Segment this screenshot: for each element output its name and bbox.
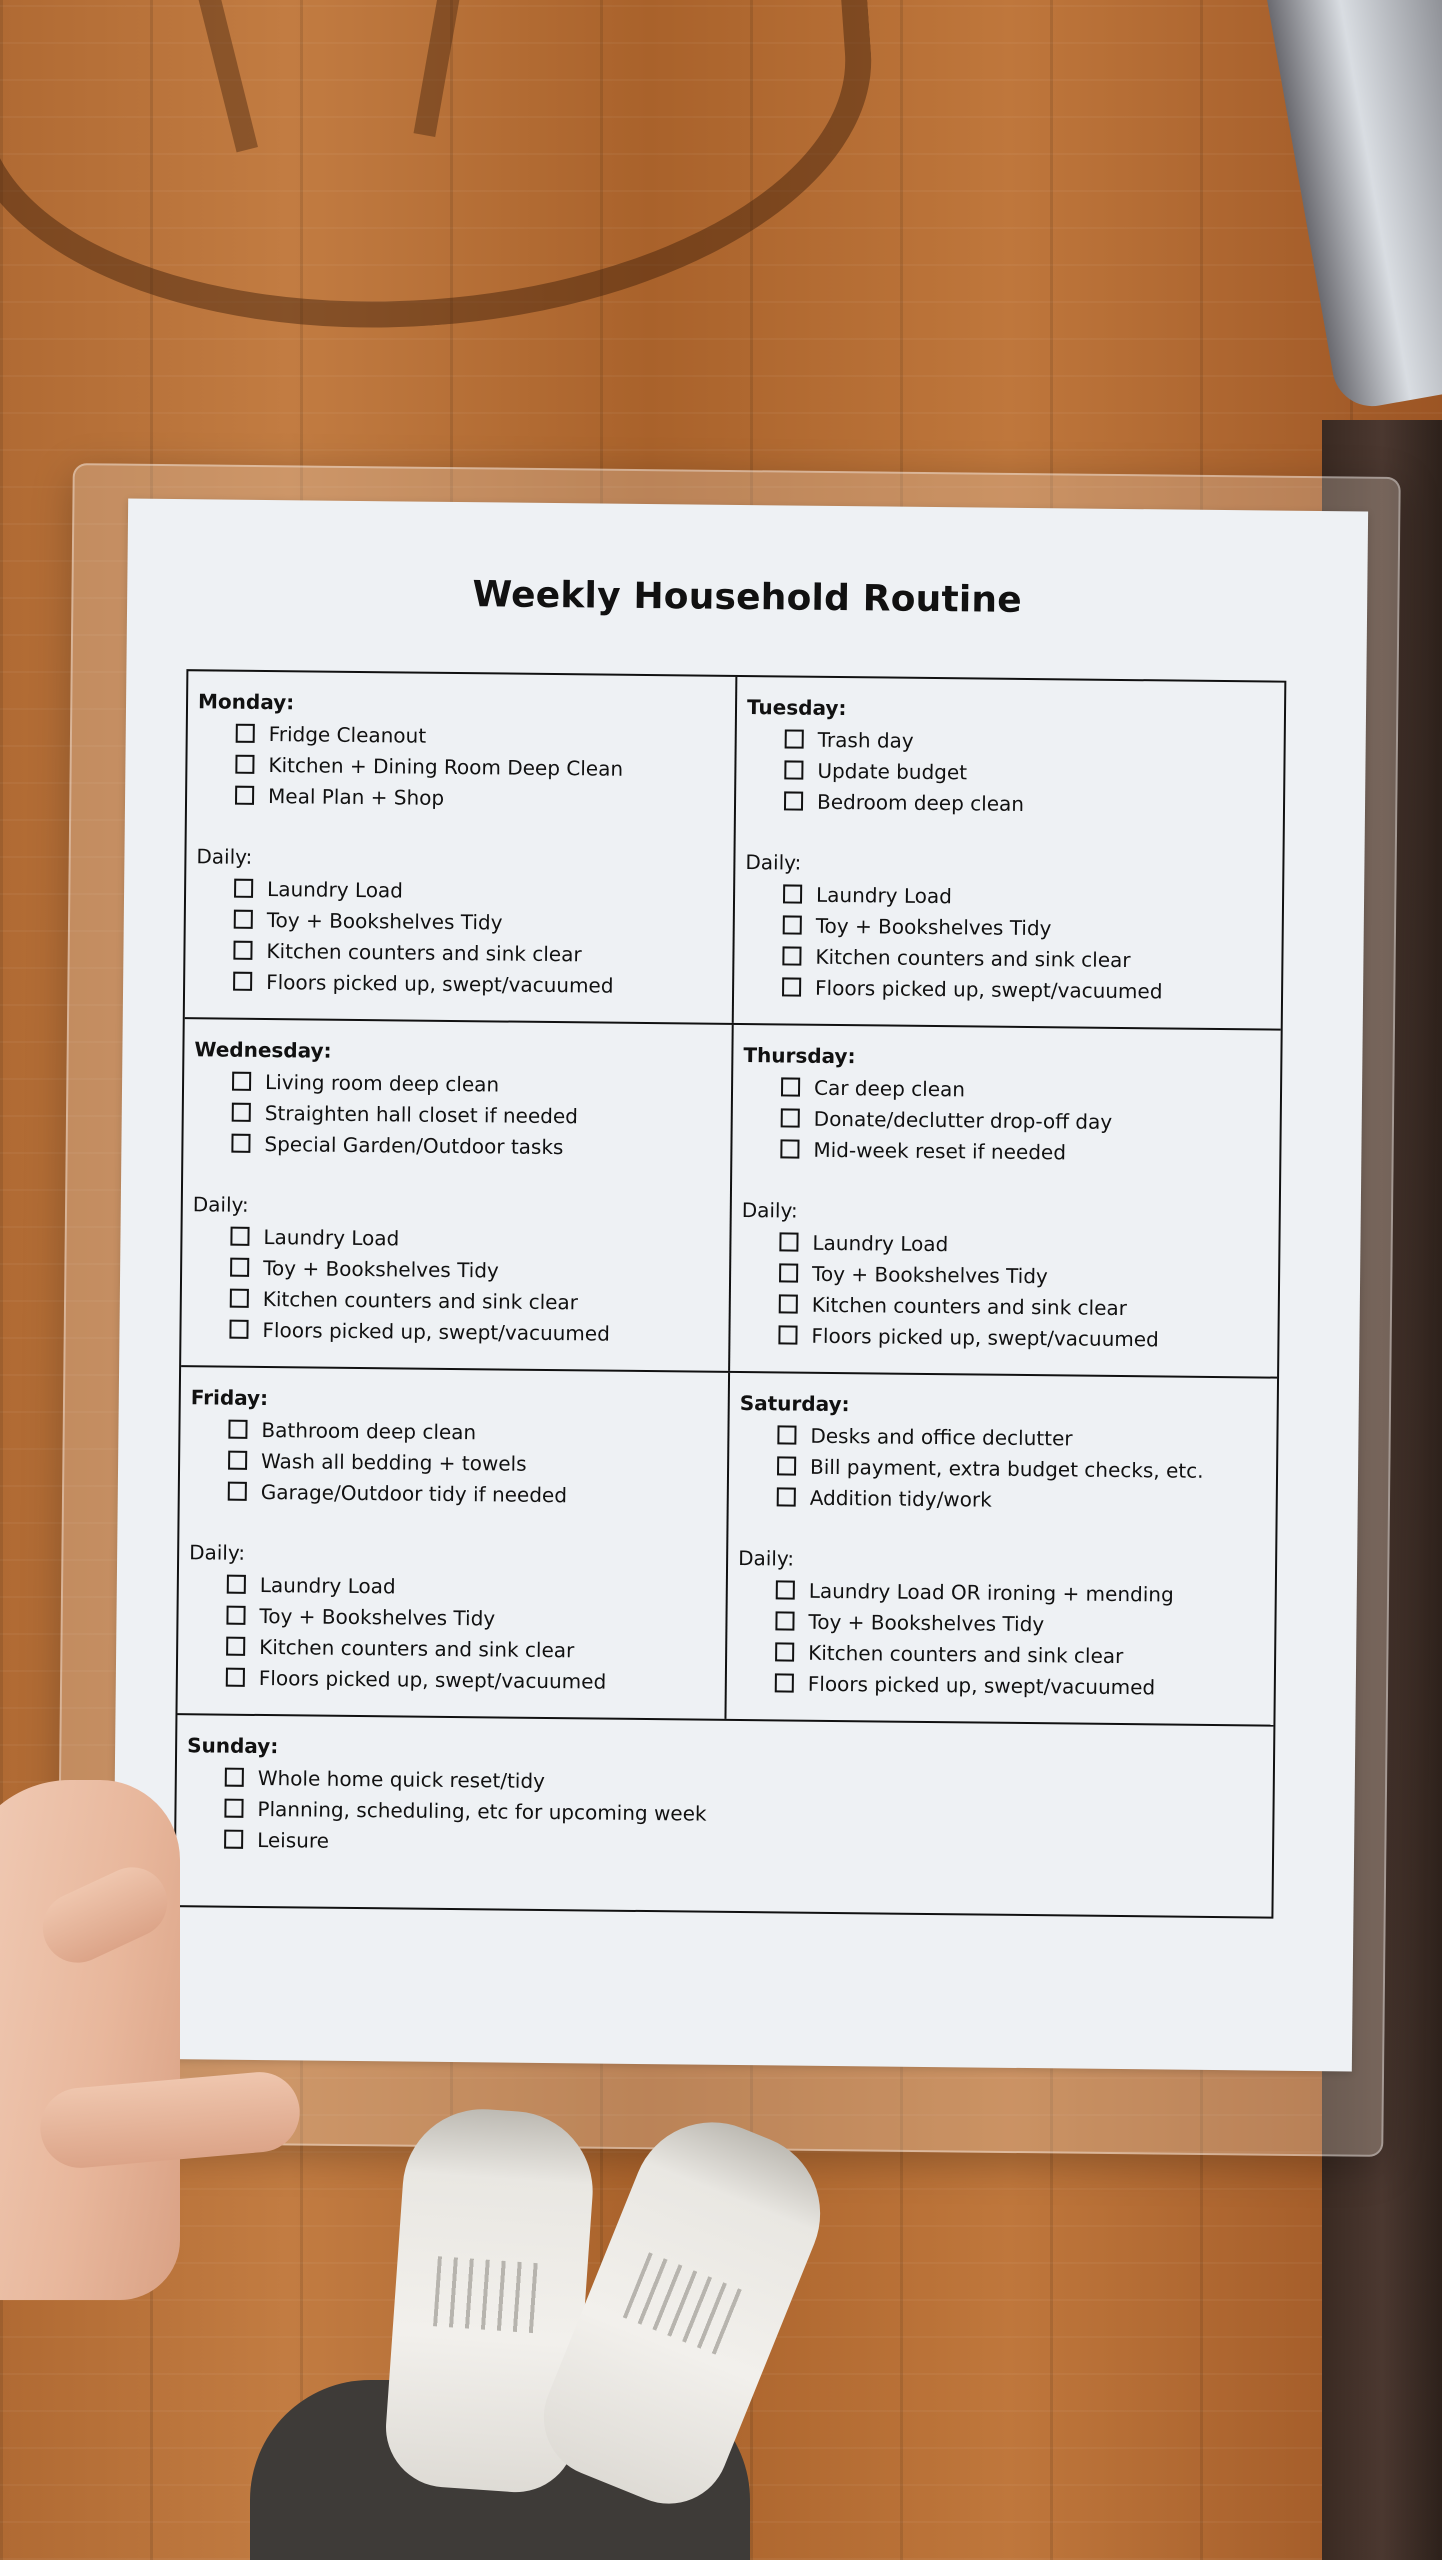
checkbox-icon[interactable] <box>779 1263 798 1282</box>
checkbox-icon[interactable] <box>782 977 801 996</box>
task-list <box>742 1071 1270 1170</box>
task-label: Floors picked up, swept/vacuumed <box>266 969 614 998</box>
checklist-item[interactable] <box>784 754 1273 790</box>
day-cell <box>730 1025 1281 1377</box>
appliance-edge <box>1267 0 1442 412</box>
day-cell <box>185 671 738 1023</box>
checkbox-icon[interactable] <box>776 1580 795 1599</box>
checklist-item[interactable] <box>230 1283 719 1319</box>
checkbox-icon[interactable] <box>228 1482 247 1501</box>
checklist-item[interactable] <box>234 873 723 909</box>
task-label: Kitchen counters and sink clear <box>811 1292 1128 1320</box>
checkbox-icon[interactable] <box>783 915 802 934</box>
task-list <box>739 1419 1267 1518</box>
checklist-item[interactable] <box>235 780 724 816</box>
checkbox-icon[interactable] <box>775 1673 794 1692</box>
checklist-item[interactable] <box>783 878 1272 914</box>
grid-row <box>175 1715 1273 1916</box>
checkbox-icon[interactable] <box>234 910 253 929</box>
checklist-item[interactable] <box>233 935 722 971</box>
daily-heading: Daily: <box>196 844 253 869</box>
daily-task-list <box>195 872 723 1002</box>
checklist-item[interactable] <box>779 1257 1268 1293</box>
day-cell <box>726 1373 1277 1725</box>
day-cell <box>177 1367 730 1719</box>
checklist-item[interactable] <box>232 1066 721 1102</box>
task-label: Kitchen counters and sink clear <box>815 944 1131 972</box>
hand <box>0 1780 180 2300</box>
task-list <box>197 717 725 816</box>
checkbox-icon[interactable] <box>783 884 802 903</box>
task-list <box>193 1065 721 1164</box>
checkbox-icon[interactable] <box>226 1606 245 1625</box>
checklist-item[interactable] <box>228 1445 717 1481</box>
task-label: Laundry Load <box>267 876 404 902</box>
checklist-item[interactable] <box>775 1636 1264 1672</box>
task-label: Kitchen + Dining Room Deep Clean <box>268 752 624 781</box>
checklist-item[interactable] <box>779 1226 1268 1262</box>
task-label: Bathroom deep clean <box>261 1417 477 1444</box>
task-label: Floors picked up, swept/vacuumed <box>807 1671 1156 1699</box>
task-label: Laundry Load <box>263 1224 400 1250</box>
task-label: Living room deep clean <box>264 1069 500 1096</box>
checklist-item[interactable] <box>228 1476 717 1512</box>
task-label: Floors picked up, swept/vacuumed <box>814 975 1163 1003</box>
checkbox-icon[interactable] <box>781 1077 800 1096</box>
checklist-item[interactable] <box>777 1419 1266 1455</box>
checklist-item[interactable] <box>775 1667 1264 1703</box>
checklist-item[interactable] <box>236 718 725 754</box>
day-heading: Saturday: <box>739 1391 850 1417</box>
task-label: Laundry Load <box>812 1230 949 1256</box>
task-label: Kitchen counters and sink clear <box>259 1634 575 1662</box>
checkbox-icon[interactable] <box>777 1487 796 1506</box>
grid-row <box>185 671 1285 1030</box>
checklist-item[interactable] <box>783 909 1272 945</box>
task-label: Kitchen counters and sink clear <box>266 938 582 966</box>
checkbox-icon[interactable] <box>777 1425 796 1444</box>
task-label: Toy + Bookshelves Tidy <box>815 913 1052 940</box>
checklist-item[interactable] <box>776 1574 1265 1610</box>
task-label: Floors picked up, swept/vacuumed <box>258 1665 607 1694</box>
checkbox-icon[interactable] <box>775 1611 794 1630</box>
checkbox-icon[interactable] <box>780 1139 799 1158</box>
checkbox-icon[interactable] <box>226 1668 245 1687</box>
checkbox-icon[interactable] <box>236 724 255 743</box>
sheet-title: Weekly Household Routine <box>472 574 1023 621</box>
daily-heading: Daily: <box>738 1545 795 1571</box>
checklist-item[interactable] <box>229 1314 718 1350</box>
checklist-item[interactable] <box>232 1097 721 1133</box>
checklist-item[interactable] <box>230 1252 719 1288</box>
task-label: Car deep clean <box>813 1075 966 1101</box>
checkbox-icon[interactable] <box>781 1108 800 1127</box>
task-label: Fridge Cleanout <box>268 721 427 748</box>
task-label: Trash day <box>817 727 914 753</box>
day-cell <box>181 1019 734 1371</box>
checkbox-icon[interactable] <box>228 1420 247 1439</box>
checkbox-icon[interactable] <box>229 1320 248 1339</box>
task-label: Meal Plan + Shop <box>267 783 445 810</box>
daily-task-list <box>188 1568 716 1698</box>
checkbox-icon[interactable] <box>230 1289 249 1308</box>
sunday-cell <box>175 1715 1273 1916</box>
daily-task-list <box>191 1220 719 1350</box>
task-label: Floors picked up, swept/vacuumed <box>262 1317 610 1346</box>
task-label: Bill payment, extra budget checks, etc. <box>809 1454 1204 1483</box>
checklist-item[interactable] <box>779 1288 1268 1324</box>
checkbox-icon[interactable] <box>233 972 252 991</box>
checklist-item[interactable] <box>233 966 722 1002</box>
checklist-item[interactable] <box>226 1662 715 1698</box>
checkbox-icon[interactable] <box>775 1642 794 1661</box>
checkbox-icon[interactable] <box>779 1294 798 1313</box>
checkbox-icon[interactable] <box>231 1134 250 1153</box>
checkbox-icon[interactable] <box>224 1799 243 1818</box>
task-label: Kitchen counters and sink clear <box>262 1286 579 1314</box>
checkbox-icon[interactable] <box>234 879 253 898</box>
task-label: Toy + Bookshelves Tidy <box>812 1261 1048 1288</box>
task-label: Planning, scheduling, etc for upcoming week <box>257 1796 707 1826</box>
daily-heading: Daily: <box>741 1198 798 1223</box>
checklist-item[interactable] <box>228 1414 717 1450</box>
checklist-item[interactable] <box>780 1133 1269 1169</box>
day-heading: Monday: <box>197 689 295 715</box>
checklist-item[interactable] <box>226 1600 715 1636</box>
daily-heading: Daily: <box>192 1192 249 1217</box>
task-label: Leisure <box>257 1827 330 1853</box>
task-label: Desks and office declutter <box>810 1423 1073 1450</box>
checklist-item[interactable] <box>782 971 1271 1007</box>
task-label: Donate/declutter drop-off day <box>813 1106 1113 1134</box>
chair-shadow <box>0 0 888 357</box>
day-heading: Friday: <box>190 1385 269 1411</box>
checkbox-icon[interactable] <box>232 1103 251 1122</box>
grid-row <box>181 1019 1281 1378</box>
checklist-item[interactable] <box>226 1631 715 1667</box>
day-heading: Thursday: <box>743 1043 856 1069</box>
checkbox-icon[interactable] <box>235 786 254 805</box>
task-label: Laundry Load <box>815 882 953 908</box>
checkbox-icon[interactable] <box>227 1575 246 1594</box>
checkbox-icon[interactable] <box>224 1830 243 1849</box>
task-label: Addition tidy/work <box>809 1485 992 1512</box>
checkbox-icon[interactable] <box>785 729 804 748</box>
checklist-item[interactable] <box>777 1450 1266 1486</box>
task-label: Mid-week reset if needed <box>813 1137 1067 1164</box>
checklist-item[interactable] <box>785 723 1274 759</box>
task-label: Straighten hall closet if needed <box>264 1100 579 1128</box>
checkbox-icon[interactable] <box>235 755 254 774</box>
checkbox-icon[interactable] <box>779 1232 798 1251</box>
checklist-item[interactable] <box>781 1071 1270 1107</box>
routine-grid <box>173 669 1286 1918</box>
daily-task-list <box>737 1574 1265 1704</box>
checkbox-icon[interactable] <box>226 1637 245 1656</box>
task-label: Update budget <box>817 758 968 784</box>
task-list <box>186 1761 1263 1865</box>
checkbox-icon[interactable] <box>784 760 803 779</box>
checklist-item[interactable] <box>234 904 723 940</box>
checklist-item[interactable] <box>784 785 1273 821</box>
task-label: Toy + Bookshelves Tidy <box>263 1255 499 1282</box>
checkbox-icon[interactable] <box>228 1451 247 1470</box>
checkbox-icon[interactable] <box>230 1258 249 1277</box>
checklist-item[interactable] <box>778 1319 1267 1355</box>
checklist-item[interactable] <box>235 749 724 785</box>
checkbox-icon[interactable] <box>782 946 801 965</box>
checklist-item[interactable] <box>775 1605 1264 1641</box>
checkbox-icon[interactable] <box>778 1325 797 1344</box>
task-label: Wash all bedding + towels <box>261 1448 527 1476</box>
checklist-item[interactable] <box>230 1221 719 1257</box>
checklist-item[interactable] <box>227 1569 716 1605</box>
day-heading: Tuesday: <box>746 695 847 721</box>
checkbox-icon[interactable] <box>784 791 803 810</box>
task-list <box>190 1413 718 1512</box>
checklist-item[interactable] <box>777 1481 1266 1517</box>
checkbox-icon[interactable] <box>230 1227 249 1246</box>
task-list <box>746 723 1274 822</box>
task-label: Kitchen counters and sink clear <box>808 1640 1124 1668</box>
task-label: Toy + Bookshelves Tidy <box>808 1609 1045 1636</box>
checklist-item[interactable] <box>231 1128 720 1164</box>
daily-heading: Daily: <box>745 850 802 875</box>
day-cell <box>734 677 1285 1029</box>
day-heading: Sunday: <box>187 1733 279 1759</box>
checkbox-icon[interactable] <box>232 1072 251 1091</box>
task-label: Floors picked up, swept/vacuumed <box>811 1323 1159 1351</box>
task-label: Toy + Bookshelves Tidy <box>266 907 503 934</box>
checkbox-icon[interactable] <box>777 1456 796 1475</box>
daily-task-list <box>740 1226 1268 1356</box>
checklist-item[interactable] <box>782 940 1271 976</box>
task-label: Bedroom deep clean <box>816 789 1025 816</box>
task-label: Special Garden/Outdoor tasks <box>264 1131 564 1159</box>
daily-heading: Daily: <box>189 1540 246 1565</box>
task-label: Whole home quick reset/tidy <box>257 1765 546 1793</box>
routine-sheet <box>112 499 1368 2072</box>
task-label: Laundry Load OR ironing + mending <box>808 1578 1174 1607</box>
checkbox-icon[interactable] <box>225 1768 244 1787</box>
daily-task-list <box>744 878 1272 1008</box>
task-label: Garage/Outdoor tidy if needed <box>260 1479 568 1507</box>
day-heading: Wednesday: <box>194 1037 332 1063</box>
task-label: Toy + Bookshelves Tidy <box>259 1603 496 1630</box>
checkbox-icon[interactable] <box>233 941 252 960</box>
task-label: Laundry Load <box>259 1572 396 1598</box>
grid-row <box>177 1367 1277 1726</box>
checklist-item[interactable] <box>781 1102 1270 1138</box>
